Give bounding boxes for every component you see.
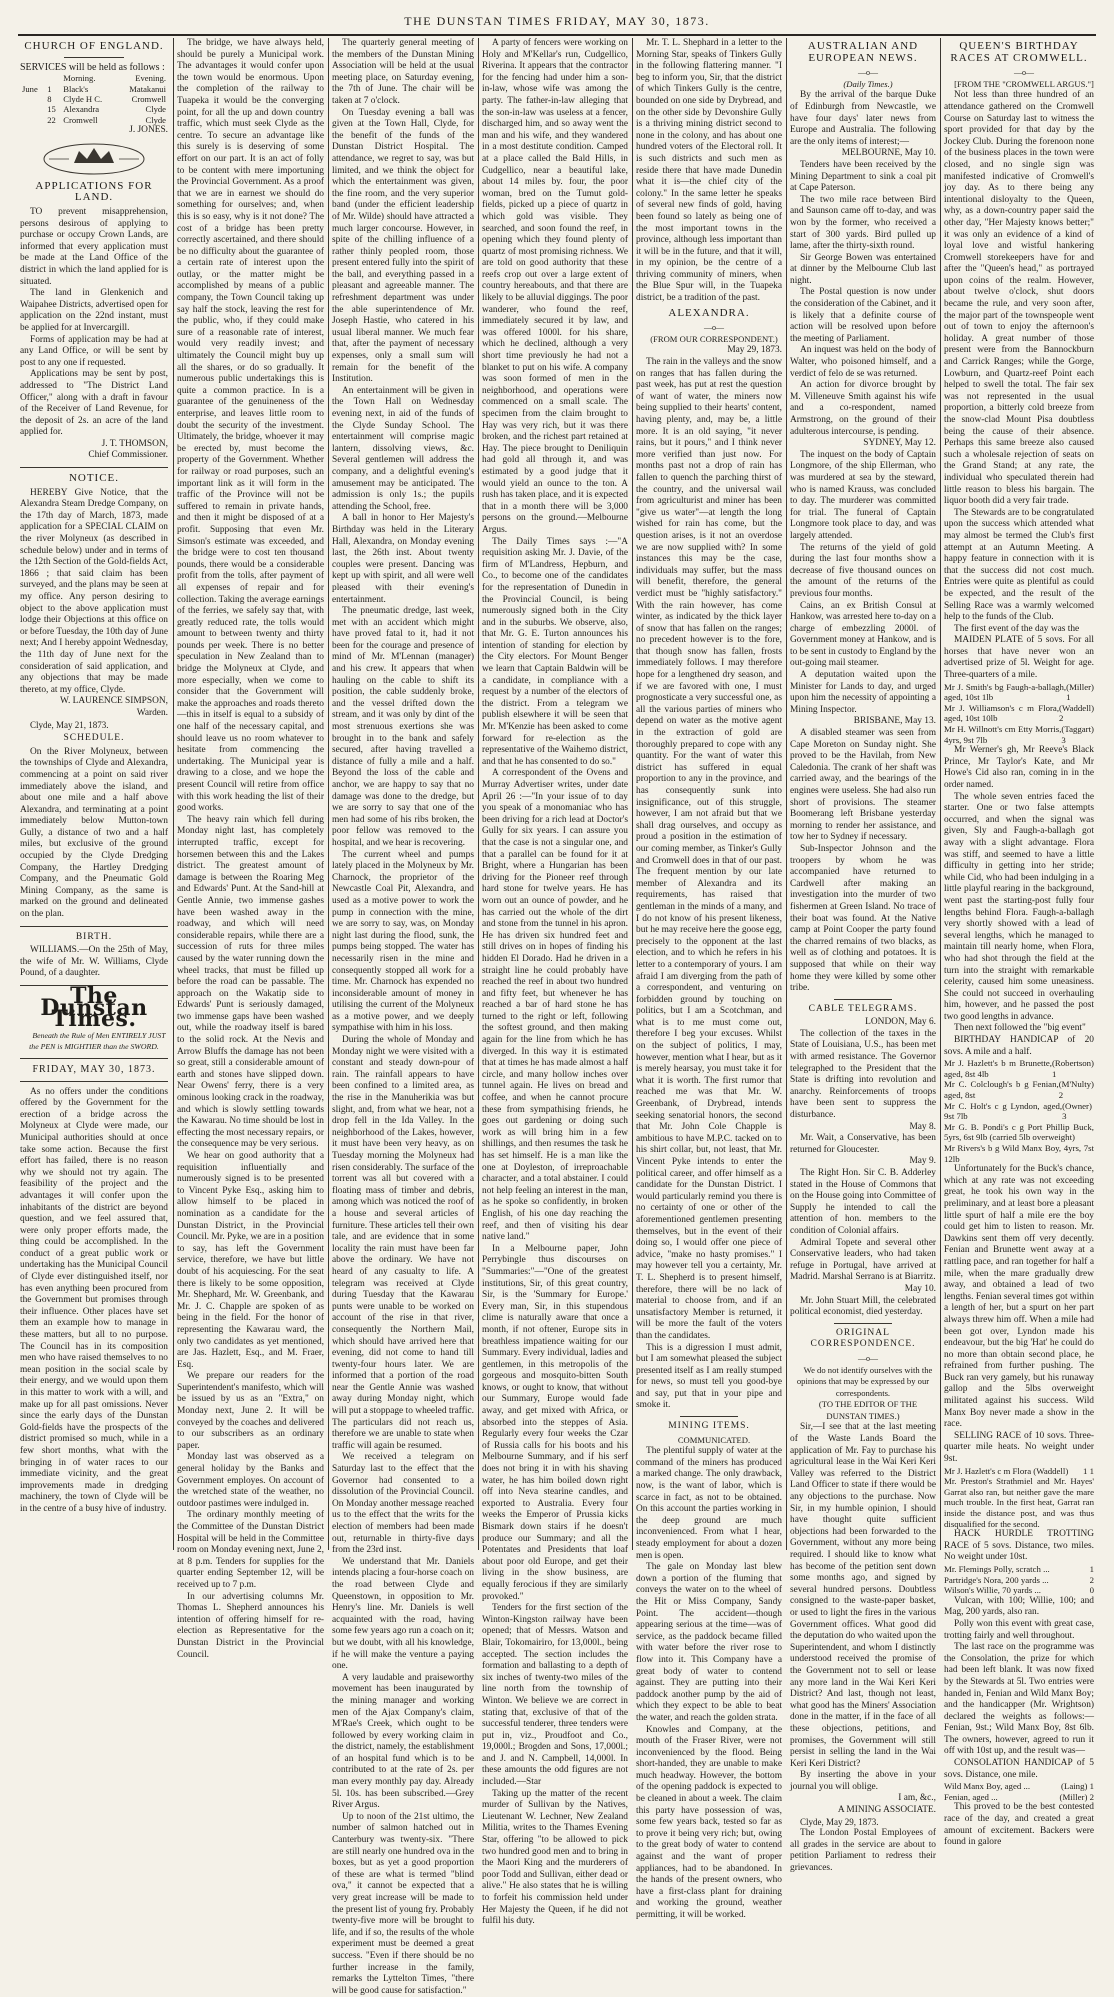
news-paragraph: Tenders have been received by the Mining Department to sink a coal pit at Cape Paterson. xyxy=(790,159,936,194)
article-paragraph: Monday last was observed as a general holiday by the Banks and Government employes. On account of the wretched state of the weather, no outdoor pastimes were indulged in. xyxy=(177,1452,324,1509)
correspondence-signoff: I am, &c., xyxy=(898,1793,936,1804)
notice-heading: NOTICE. xyxy=(68,472,120,485)
news-paragraph: A disabled steamer was seen from Cape Moreton on Sunday night. She proved to be the Havilah, from New Caledonia. The crank of her shaft was carried away, and the bearings of the engines were useless. She had also run short of provisions. The steamer Boomerang left Brisbane yesterday morning to render her assistance, and tow her to Sydney if necessary. xyxy=(790,728,936,843)
notice-date: Clyde, May 21, 1873. xyxy=(30,719,109,730)
article-paragraph: The ordinary monthly meeting of the Committee of the Dunstan District Hospital will be held in the Committee room on Monday evening next, June 2, at 8 p.m. Tenders for supplies for the quarter ending September 12, will be received up to 7 p.m. xyxy=(177,1510,324,1590)
races-heading: QUEEN'S BIRTHDAY RACES AT CROMWELL. xyxy=(950,40,1088,64)
column-rule xyxy=(940,38,941,1550)
news-dateline: SYDNEY, May 12. xyxy=(863,438,936,449)
news-paragraph: The London Postal Employees of all grades in the service are about to petition Parliament to redress their grievances. xyxy=(790,1828,936,1874)
column-5: Mr. T. L. Shephard in a letter to the Morning Star, speaks of Tinkers Gully in the following flattering manner. "I beg to inform you, Sir, that the district of which Tinkers Gully is the centre, bounded on one side by Drybread, and on the other side by Devonshire Gully is a thriving mining district second to none in the colony, and has about one hundred voters of the Electoral roll. It is such districts and such men as reside there that have made Dunedin what it is—the chief city of the colony." In the same letter he speaks of several new finds of gold, having been found so lately as being one of the most important towns in the province, although less important than it will be in the future, and that it will, in my opinion, be the centre of a thriving community of miners, when the Blue Spur will, in the Tuapeka district, be a tradition of the past. ALEXANDRA. —o— (FROM OUR CORRESPONDENT.) May 29, 1873. The rain in the valleys and the snow on ranges that has fallen during the past week, has put at rest the question of want of water, the miners now being supplied to their hearts' content, having plenty, and, may be, a little more. It is an old saying, "it never rains, but it pours," and I think never more verified than just now. For months past not a drop of rain has fallen to quench the parching thirst of the country, and the universal wail from agriculturist and miner has been "give us water"—at length the long wished for rain has come, but the question arises, is it not an overdose we are now supplied with? In some instances this may be the case, individuals may suffer, but the mass will benefit, therefore, the general verdict must be "highly satisfactory." With the rain however, has come winter, as indicated by the thick layer of snow that has fallen on the ranges; no precedent however is to the fore, that though snow has fallen, frosts immediately follows. I may therefore hope for a lengthened dry season, and if we are favored with one, I must prognosticate a very successful one, as all the various parties of miners who depend on water as the motive agent in the extraction of gold are thoroughly prepared to cope with any quantity. For the want of water this district has suffered in equal proportion to any in the province, and has consequently sunk into insignificance, out of this struggle, however, I am not afraid but that we shall drag ourselves, and occupy as proud a position in the estimation of our coming member, as Tinker's Gully and Cromwell does in that of our past. The frequent mention by our late member of Alexandra and its requirements, has raised that gentleman in the minds of a many, and I do not know of his present likeness, but he may receive here the goose egg, precisely to the opponent at the last election, and to which he refers in his letter to a contemporary of yours. I am afraid I am diverging from the path of a correspondent, and venturing on forbidden ground by touching on politics, but I am a Scotchman, and what is to me must come out, therefore I beg your excuses. Whilst on the subject of politics, I may, however, mention what I hear, but as it is merely hearsay, you must take it for what it is worth. The first rumor that reached me was that Mr. W. Greenbank, of Drybread, intends seeking senatorial honors, the second that Mr. John Cole Chapple is ambitious to have M.P.C. tacked on to his shirt collar, but, not least, that Mr. Vincent Pyke intends to enter the political career, and offer himself as a candidate for the Dunstan District. I would particularly remind you there is no certainty of one or other of the aforementioned gentlemen presenting themselves, but in the event of their doing so, I would offer one piece of advice, "make no hasty promises." I may however tell you a certainty, Mr. T. L. Shepherd is to present himself, therefore, there will be no lack of material to choose from, and if an unsatisfactory Member is returned, it will be more the fault of the voters than the candidates. This is a digression I must admit, but I am somewhat pleased the subject presented itself as I am really stumped for news, so must tell you good-bye and say, put that in your pipe and smoke it. MINING ITEMS. COMMUNICATED. The plentiful supply of water at the command of the miners has produced a marked change. The only drawback, now, is the want of labor, which is scarce in fact, as not to be obtained. On this account the parties working in the deep ground are much inconvenienced. From what I hear, steady employment for about a dozen men is open. The gale on Monday last blew down a portion of the fluming that conveys the water on to the wheel of the Hit or Miss Company, Sandy Point. The accident—though appearing serious at the time—was of service, as the paddock became filled with water before the river rose to flow into it. This Company have a great body of water to contend against. They are putting into their paddock another pump by the aid of which they expect to be able to beat the water, and reach the golden strata. Knowles and Company, at the mouth of the Fraser River, were not inconvenienced by the flood. Being short-handed, they are unable to make much headway. However, the bottom of the opening paddock is expected to be cleaned in about a week. The claim this party have possession of was, some few years back, tested so far as to prove it being very rich; but, owing to the great body of water to contend against and the want of proper appliances, had to be abandoned. In the hands of the present owners, who have a first-class plant for draining and working the ground, weather permitting, it will be worked. xyxy=(636,38,782,1920)
race-results xyxy=(944,1564,1094,1596)
result-row: Mr. Flemings Polly, scratch ... 1 xyxy=(944,1563,1094,1574)
race-title: HACK HURDLE TROTTING RACE of 5 sovs. Distance, two miles. No weight under 10st. xyxy=(944,1529,1094,1563)
races-paragraph: The last race on the programme was the Consolation, the prize for which had been left blank. It was now fixed by the Stewards at 5l. Two entries were handed in, Fenian and Wild Manx Boy; and the handicapper (Mr. Wrightson) declared the weights as follows:—Fenian, 9st.; Wild Manx Boy, 8st 6lb. The owners, however, agreed to run it off with 10st up, and the result was— xyxy=(944,1642,1094,1757)
notice-signature-title: Warden. xyxy=(136,707,168,718)
article-paragraph: Mr. T. L. Shephard in a letter to the Morning Star, speaks of Tinkers Gully in the following flattering manner. "I beg to inform you, Sir, that the district of which Tinkers Gully is the centre, bounded on one side by Drybread, and on the other side by Devonshire Gully is a thriving mining district second to none in the colony, and has about one hundred voters of the Electoral roll. It is such districts and such men as reside there that have made Dunedin what it is—the chief city of the colony." In the same letter he speaks of several new finds of gold, having been found so lately as being one of the most important towns in the province, although less important than it will be in the future, and that it will, in my opinion, be the centre of a thriving community of miners, when the Blue Spur will, in the Tuapeka district, be a tradition of the past. xyxy=(636,38,782,304)
race-title: SELLING RACE of 10 sovs. Three-quarter mile heats. No weight under 9st. xyxy=(944,1430,1094,1465)
article-paragraph: On Tuesday evening a ball was given at the Town Hall, Clyde, for the benefit of the funds of the Dunstan District Hospital. The attendance, we regret to say, was but limited, and we think the object for which the entertainment was given, the fine room, and the very superior band (under the efficient leadership of Mr. Wilde) should have attracted a much larger concourse. However, in spite of the chilling influence of a rather thinly peopled room, those present entered fully into the spirit of the ball, and everything passed in a pleasant and agreeable manner. The refreshment department was under the able superintendence of Mr. Joseph Hastie, who catered in his usual liberal manner. We much fear that, after the payment of necessary expenses, only a small sum will remain for the benefit of the Institution. xyxy=(332,107,474,385)
result-row: Fenian, aged ... (Miller) 2 xyxy=(944,1791,1094,1802)
result-row: Mr Rivers's b g Wild Manx Boy, 4yrs, 7st 12lb xyxy=(944,1143,1094,1164)
news-dateline: BRISBANE, May 13. xyxy=(853,716,936,727)
correspondence-paragraph: By inserting the above in your journal you will oblige. xyxy=(790,1770,936,1792)
column-2 xyxy=(177,38,324,1660)
article-paragraph: A correspondent of the Ovens and Murray Advertiser writes, under date April 26 :—"In your issue of to day you speak of a monomaniac who has been driving for a rich lead at Doctor's Gully for six years. I can assure you that the case is not a singular one, and that a parallel can be found for it at Bright, where a Hungarian has been driving for the Pioneer reef through hard stone for twelve years. He has worn out an ounce of powder, and he has carried out the whole of the dirt and stone from the tunnel in his apron. He has driven six hundred feet and still drives on in hopes of finding his hidden El Dorado. Had he driven in a straight line he could probably have reached the reef in about two hundred and fifty feet, but whenever he has reached a bar of hard stone he has turned to the right or left, following the softest ground, and then making again for the line from which he has diverged. In this way it is estimated that at times he has made almost a half circle, and many hollow inches over tunnel again. He lives on bread and coffee, and when he cannot procure these from sympathising friends, he goes out gardening or doing such work as will bring him in a few shillings, and then resumes the task he has set himself. He is a man like the one at Doyleston, of irreproachable character, and a total abstainer. I could not help feeling an interest in the man, as he spoke so confidently, in broken English, of his one day reaching the reef, and then of visiting his dear native land." xyxy=(482,768,628,1243)
article-paragraph: The bridge, we have always held, should be purely a Municipal work. The advantages it would confer upon the town would be enormous. Upon the completion of the railway to Tuapeka it would be the converging point, for all the up and down country traffic, which must seek Clyde as the centre. To secure an advantage like this surely is is deserving of some effort on our part. It is an act of folly to be content with mere importuning the Provincial Government. As a proof that we are in earnest we should do something for ourselves; and, when this is so easy, why is it not done? The cost of a bridge has been pretty correctly ascertained, and there should be no difficulty about the guarantee of a certain rate of interest upon the outlay, or the matter might be accomplished by means of a public company, the Town Council taking up say half the stock, leaving the rest for the public, who, if they could make sure of a reasonable rate of interest, would very readily invest; and ultimately the Council might buy up all the shares, or do so gradually. It numerous public undertakings this is quite a common practice. In is a guarantee of the genuineness of the enterprise, and leaves little room to doubt the security of the investment. Ultimately, the bridge, whoever it may be erected by, must become the property of the Government. Whether for railway or road purposes, such an important link as it will form in the traffic of the Province will not be suffered to remain in private hands, and then it might be disposed of at a profit. Supposing that even Mr. Simson's estimate was exceeded, and the bridge were to cost ten thousand pounds, there would be a considerable profit from the tolls, after payment of all expenses of repair and for collection. Taking the average earnings of the ferries, we safely say that, with greatly reduced rate, the tolls would amount to between twenty and thirty pounds per week. There is no better speculation in New Zealand than to bridge the Molyneux at Clyde, and more especially, when we come to consider that the Government will make the approaches and roads thereto—this in itself is equal to a subsidy of one half of the necessary capital, and should leave us no room whatever to hesitate from commencing the undertaking. The Municipal year is drawing to a close, and we hope the present Council will retire from office with this work heading the list of their good works. xyxy=(177,38,324,814)
result-row: Wilson's Willie, 70 yards ... 0 xyxy=(944,1585,1094,1596)
article-paragraph: The Daily Times says :—"A requisition asking Mr. J. Davie, of the firm of M'Landress, Hepburn, and Co., to become one of the candidates for the representation of Dunedin in the Provincial Council, is being numerously signed both in the City and in the suburbs. We observe, also, that Mr. G. E. Turton announces his intention of standing for election by the City electors. For Mount Benger we learn that Captain Baldwin will be a candidate, in compliance with a request by a number of the electors of the district. From a telegram we publish elsewhere it will be seen that Mr. M'Kenzie has been asked to come forward for re-election as the representative of the Waihemo district, and that he has consented to do so." xyxy=(482,536,628,767)
alexandra-paragraph: The rain in the valleys and the snow on ranges that has fallen during the past week, has put at rest the question of want of water, the miners now being supplied to their hearts' content, having plenty, and, may be, a little more. It is an old saying, "it never rains, but it pours," and I think never more verified than just now. For months past not a drop of rain has fallen to quench the parching thirst of the country, and the universal wail from agriculturist and miner has been "give us water"—at length the long wished for rain has come, but the question arises, is it not an overdose we are now supplied with? In some instances this may be the case, individuals may suffer, but the mass will benefit, therefore, the general verdict must be "highly satisfactory." With the rain however, has come winter, as indicated by the thick layer of snow that has fallen on the ranges; no precedent however is to the fore, that though snow has fallen, frosts immediately follows. I may therefore hope for a lengthened dry season, and if we are favored with one, I must prognosticate a very successful one, as all the various parties of miners who depend on water as the motive agent in the extraction of gold are thoroughly prepared to cope with any quantity. For the want of water this district has suffered in equal proportion to any in the province, and has consequently sunk into insignificance, out of this struggle, however, I am not afraid but that we shall drag ourselves, and occupy as proud a position in the estimation of our coming member, as Tinker's Gully and Cromwell does in that of our past. The frequent mention by our late member of Alexandra and its requirements, has raised that gentleman in the minds of a many, and I do not know of his present likeness, but he may receive here the goose egg, precisely to the opponent at the last election, and to which he refers in his letter to a contemporary of yours. I am afraid I am diverging from the path of a correspondent, and venturing on forbidden ground by touching on politics, but I am a Scotchman, and what is to me must come out, therefore I beg your excuses. Whilst on the subject of politics, I may, however, mention what I hear, but as it is merely hearsay, you must take it for what it is worth. The first rumor that reached me was that Mr. W. Greenbank, of Drybread, intends seeking senatorial honors, the second that Mr. John Cole Chapple is ambitious to have M.P.C. tacked on to his shirt collar, but, not least, that Mr. Vincent Pyke intends to enter the political career, and offer himself as a candidate for the Dunstan District. I would particularly remind you there is no certainty of one or other of the aforementioned gentlemen presenting themselves, but in the event of their doing so, I would offer one piece of advice, "make no hasty promises." I may however tell you a certainty, Mr. T. L. Shepherd is to present himself, therefore, there will be no lack of material to choose from, and if an unsatisfactory Member is returned, it will be more the fault of the voters than the candidates. xyxy=(636,357,782,1341)
result-row: Mr H. Willnott's cm Etty Morris, 4yrs, 9st 7lb (Taggart) 3 xyxy=(944,724,1094,745)
column-3 xyxy=(332,38,474,1996)
race-results xyxy=(944,1058,1094,1164)
races-paragraph: The Stewards are to be congratulated upon the success which attended what may almost be termed the Club's first attempt at an Autumn Meeting. A happy feature in connection with it is that the success did not cost much. Entries were quite as plentiful as could be expected, and the result of the Selling Race was a warmly welcomed help to the funds of the Club. xyxy=(944,507,1094,623)
cable-paragraph: Admiral Topete and several other Conservative leaders, who had taken refuge in Portugal, have arrived at Madrid. Marshal Serrano is at Biarritz. xyxy=(790,1237,936,1283)
column-rule xyxy=(632,38,633,1550)
result-row: Wild Manx Boy, aged ... (Laing) 1 xyxy=(944,1781,1094,1792)
church-heading: CHURCH OF ENGLAND. xyxy=(24,40,164,52)
correspondence-paragraph: Sir,—I see that at the last meeting of the Waste Lands Board the application of Mr. Fay to purchase his agricultural lease in the Wai Keri Keri Valley was referred to the District Land Officer to state if there would be any objections to the purchase. Now Sir, in my humble opinion, I should have thought quite sufficient objections had been forwarded to the Government, without any more being required. I should like to know what has become of the petition sent down some months ago, and signed by several hundred persons. Doubtless consigned to the waste-paper basket, or used to light the fires in the various Government offices. What good did the deputation do who waited upon the Superintendent, and whom I distinctly understood received the promise of the Government not to sell or lease any more land in the Wai Keri Keri District? And last, though not least, what good has the Miners' Association done in the matter, if in the face of all these objections, petitions, and promises, the Government will still persist in selling the land in the Wai Keri Keri District? xyxy=(790,1422,936,1769)
race-title: BIRTHDAY HANDICAP of 20 sovs. A mile and a half. xyxy=(944,1035,1094,1057)
news-paragraph: An action for divorce brought by M. Villeneuve Smith against his wife and a co-respondent, named Armstrong, on the ground of their adulterous intercourse, is pending. xyxy=(790,380,936,437)
result-row: Mr C. Colclough's b g Fenian, aged, 8st (M'Nulty) 2 xyxy=(944,1079,1094,1101)
races-paragraph: Polly won this event with great case, trotting fairly and well throughout. xyxy=(944,1618,1094,1641)
correspondence-disclaimer: We do not identify ourselves with the opinions that may be expressed by our correspondents. xyxy=(796,1364,933,1398)
result-row: Mr J. Hazlett's b m Brunette, aged, 8st 4lb (Robertson) 1 xyxy=(944,1058,1094,1079)
news-dateline: MELBOURNE, May 10. xyxy=(841,148,936,159)
article-paragraph: The quarterly general meeting of the members of the Dunstan Mining Association will be held at the usual meeting place, on Saturday evening, the 7th of June. The chair will be taken at 7 o'clock. xyxy=(332,38,474,106)
races-paragraph: Unfortunately for the Buck's chance, which at any rate was not exceeding great, he took his own way in the preliminary, and at least bore a pleasant little spurt of half a mile ere the boy could get him to listen to reason. Mr. Dawkins sent them off very decently. Fenian and Brunette went away at a rattling pace, and ran together for half a mile, when the mare gradually drew away, and obtained a lead of two lengths. Fenian several times got within a length of her, but a spurt on her part always threw him off. When a mile had been got over, Lyndon made his endeavour, but the big 'Hat' he could do no more than obtain second place, he refrained from further pushing. The Buck ran very gamely, but his runaway gallop and the 5lbs overweight militated against his success. Wild Manx Boy never made a show in the race. xyxy=(944,1164,1094,1430)
paper-nameplate: The Dunstan Times. xyxy=(40,983,148,1033)
news-paragraph: By the arrival of the barque Duke of Edinburgh from Newcastle, we have four days' later news from Europe and Australia. The following are the only items of interest;— xyxy=(790,90,936,147)
schedule-row: 22 Cromwell Clyde xyxy=(47,114,166,125)
mining-paragraph: The gale on Monday last blew down a portion of the fluming that conveys the water on to the wheel of the Hit or Miss Company, Sandy Point. The accident—though appearing serious at the time—was of service, as the paddock became filled with water before the river rose to flow into it. This Company have a great body of water to contend against. They are putting into their paddock another pump by the aid of which they expect to be able to beat the water, and reach the golden strata. xyxy=(636,1562,782,1723)
article-paragraph: We received a telegram on Saturday last to the effect that the Governor had consented to a dissolution of the Provincial Council. On Monday another message reached us to the effect that the writs for the election of members had been made out, returnable in thirty-five days from the 23rd inst. xyxy=(332,1452,474,1556)
mining-heading: MINING ITEMS. xyxy=(668,1421,750,1432)
schedule-heading: SCHEDULE. xyxy=(63,733,125,744)
paper-motto: Beneath the Rule of Men ENTIRELY JUST the PEN is MIGHTIER than the SWORD. xyxy=(29,1030,166,1052)
news-paragraph: Sir George Bowen was entertained at dinner by the Melbourne Club last night. xyxy=(790,252,936,286)
church-intro: SERVICES will be held as follows : xyxy=(20,61,165,73)
cable-paragraph: Mr. John Stuart Mill, the celebrated political economist, died yesterday. xyxy=(790,1295,936,1318)
land-paragraph: The land in Glenkenich and Waipahee Districts, advertised open for application on the 22nd instant, must be applied for at Invercargill. xyxy=(20,288,168,333)
cable-dateline: LONDON, May 6. xyxy=(865,1017,936,1028)
leader-paragraph: As no offers under the conditions offered by the Government for the erection of a bridge across the Molyneux at Clyde were made, our Municipal authorities should at once take some action. Because the first effort has failed, there is no reason why we should not try again. The feasibility of the project and the advantages it will confer upon the inhabitants of the district are beyond question, and we feel assured that, were only proper efforts made, the thing could be accomplished. In the conduct of a great public work or undertaking has the Municipal Council of Clyde ever distinguished itself, nor has even anything been procured from the Government but promises through their influence. Other places have set them an example how to manage in these matters, but all to no purpose. The Council has in its composition men who have raised themselves to no mean position in the social scale by their energy, and we would upon them in this matter to work with a will, and make up for all past omissions. Never since the early days of the Dunstan Gold-fields have the prospects of the district promised so much, while in a few short months, what with the bringing in of water races to our immediate vicinity, and the great improvements made in dredging machinery, the town of Clyde will be in the centre of a busy hive of industry. xyxy=(20,1086,168,1514)
mining-subheading: COMMUNICATED. xyxy=(677,1434,751,1445)
land-signature-title: Chief Commissioner. xyxy=(88,450,168,461)
cable-dateline: May 9. xyxy=(909,1156,936,1167)
land-paragraph: Forms of application may be had at any Land Office, or will be sent by post to any one if requested. xyxy=(20,334,168,368)
alexandra-paragraph: This is a digression I must admit, but I am somewhat pleased the subject presented itself as I am really stumped for news, so must tell you good-bye and say, put that in your pipe and smoke it. xyxy=(636,1342,782,1411)
race-title: MAIDEN PLATE of 5 sovs. For all horses that have never won an advertised prize of 5l. Weight for age. Three-quarters of a mile. xyxy=(944,635,1094,681)
issue-dateline: FRIDAY, MAY 30, 1873. xyxy=(32,1063,156,1075)
article-paragraph: Up to noon of the 21st ultimo, the number of salmon hatched out in Canterbury was twenty-six. "There are still nearly one hundred ova in the boxes, but as yet a good proportion of these are what is termed "blind ova," it cannot be expected that a very great increase will be made to the present list of young fry. Probably twenty-five more will be brought to life, and if so, the results of the whole experiment must be deemed a great success. "Even if there should be no further increase in the family, remarks the Lyttelton Times, "there will be good cause for satisfaction." xyxy=(332,1811,474,1996)
races-paragraph: Mr Werner's gh, Mr Reeve's Black Prince, Mr Taylor's Kate, and Mr Howe's Cid also ran, coming in in the order named. xyxy=(944,745,1094,790)
result-row: Mr J. Williamson's c m Flora, aged, 10st 10lb (Waddell) 2 xyxy=(944,702,1094,724)
news-paragraph: The inquest on the body of Captain Longmore, of the ship Ellerman, who was murdered at sea by the steward, who is named Krauss, was concluded to day. The murderer was committed for trial. The funeral of Captain Longmore took place to day, and was largely attended. xyxy=(790,449,936,541)
article-paragraph: We prepare our readers for the Superintendent's manifesto, which will be issued by us as an "Extra," on Monday next, June 2. It will be conveyed by the coaches and delivered to our subscribers as an ordinary paper. xyxy=(177,1371,324,1451)
races-paragraph: This proved to be the best contested race of the day, and created a great amount of excitement. Backers were found in galore xyxy=(944,1802,1094,1848)
races-source: [FROM THE "CROMWELL ARGUS."] xyxy=(954,78,1094,89)
correspondence-heading: ORIGINAL CORRESPONDENCE. xyxy=(810,1327,916,1350)
column-6: AUSTRALIAN AND EUROPEAN NEWS. —o— (Daily Times.) By the arrival of the barque Duke of Edinburgh from Newcastle, we have four days' later news from Europe and Australia. The following are the only items of interest;— MELBOURNE, May 10. Tenders have been received by the Mining Department to sink a coal pit at Cape Paterson. The two mile race between Bird and Saunson came off to-day, and was won by the former, who received a start of 300 yards. Bird pulled up lame, after the thirty-sixth round. Sir George Bowen was entertained at dinner by the Melbourne Club last night. The Postal question is now under the consideration of the Cabinet, and it is likely that a definite course of action will be resolved upon before the meeting of Parliament. An inquest was held on the body of Walter, who poisoned himself, and a verdict of felo de se was returned. An action for divorce brought by M. Villeneuve Smith against his wife and a co-respondent, named Armstrong, on the ground of their adulterous intercourse, is pending. SYDNEY, May 12. The inquest on the body of Captain Longmore, of the ship Ellerman, who was murdered at sea by the steward, who is named Krauss, was concluded to day. The murderer was committed for trial. The funeral of Captain Longmore took place to day, and was largely attended. The returns of the yield of gold during the last four months show a decrease of five thousand ounces on the amount of the returns of the previous four months. Cains, an ex British Consul at Hankow, was arrested here to-day on a charge of embezzling 2000l. of Government money at Hankow, and is to be sent in custody to England by the out-going mail steamer. A deputation waited upon the Minister for Lands to day, and urged upon him the necessity of appointing a Mining Inspector. BRISBANE, May 13. A disabled steamer was seen from Cape Moreton on Sunday night. She proved to be the Havilah, from New Caledonia. The crank of her shaft was carried away, and the bearings of the engines were useless. She had also run short of provisions. The steamer Boomerang left Brisbane yesterday morning to render her assistance, and tow her to Sydney if necessary. Sub-Inspector Johnson and the troopers by whom he was accompanied have returned to Cardwell after making an investigation into the murder of two fishermen at Green Island. No trace of their boat was found. At the Native camp at Point Cooper the party found the charred remains of two blacks, as well as of clothing and potatoes. It is supposed that while on their way home they were killed by some other tribe. CABLE TELEGRAMS. LONDON, May 6. The collection of the taxes in the State of Louisiana, U.S., has been met with armed resistance. The Governor telegraphed to the President that the State is drifting into revolution and anarchy. Reinforcements of troops have been sent to suppress the disturbance. May 8. Mr. Wait, a Conservative, has been returned for Gloucester. May 9. The Right Hon. Sir C. B. Adderley stated in the House of Commons that on the House going into Committee of Supply he intended to call the attention of hon. members to the condition of Colonial affairs. Admiral Topete and several other Conservative leaders, who had taken refuge in Portugal, have arrived at Madrid. Marshal Serrano is at Biarritz. May 10. Mr. John Stuart Mill, the celebrated political economist, died yesterday. ORIGINAL CORRESPONDENCE. —o— We do not identify ourselves with the opinions that may be expressed by our correspondents. (TO THE EDITOR OF THE DUNSTAN TIMES.) Sir,—I see that at the last meeting of the Waste Lands Board the application of Mr. Fay to purchase his agricultural lease in the Wai Keri Keri Valley was referred to the District Land Officer to state if there would be any objections to the purchase. Now Sir, in my humble opinion, I should have thought quite sufficient objections had been forwarded to the Government, without any more being required. I should like to know what has become of the petition sent down some months ago, and signed by several hundred persons. Doubtless consigned to the waste-paper basket, or used to light the fires in the various Government offices. What good did the deputation do who waited upon the Superintendent, and whom I distinctly understood received the promise of the Government not to sell or lease any more land in the Wai Keri Keri District? And last, though not least, what good has the Miners' Association done in the matter, if in the face of all these objections, petitions, and promises, the Government will still persist in selling the land in the Wai Keri Keri District? By inserting the above in your journal you will oblige. I am, &c., A MINING ASSOCIATE. Clyde, May 29, 1873. The London Postal Employees of all grades in the service are about to petition Parliament to redress their grievances. xyxy=(790,40,936,1874)
result-note: Mr. Preston's Strathmiel and Mr. Hayes' Garrat also ran, but neither gave the mare much trouble. In the first heat, Garrat ran inside the distance post, and was thus disqualified for the second. xyxy=(944,1476,1094,1529)
news-paragraph: A deputation waited upon the Minister for Lands to day, and urged upon him the necessity of appointing a Mining Inspector. xyxy=(790,670,936,715)
correspondence-date: Clyde, May 29, 1873. xyxy=(800,1816,879,1827)
church-signature: J. JONES. xyxy=(129,125,168,136)
cable-paragraph: The collection of the taxes in the State of Louisiana, U.S., has been met with armed resistance. The Governor telegraphed to the President that the State is drifting into revolution and anarchy. Reinforcements of troops have been sent to suppress the disturbance. xyxy=(790,1028,936,1121)
article-paragraph: In a Melbourne paper, John Perrybingle thus discourses on "Summaries:"—"One of the greatest institutions, Sir, of this great country, Sir, is the 'Summary for Europe.' Every man, Sir, in this stupendous clime is naturally aware that once a month, if not oftener, Europe sits in breathless impatience waiting for our Summary. Every individual, ladies and gentlemen, in this metropolis of the gorgeous and mosquito-bitten South knows, or ought to know, that without our Summary, Europe would fade away, and get mixed with Africa, or absorbed into the steppes of Asia. Regularly every four weeks the Czar of Russia calls for his boots and his Melbourne Summary, and if his serf does not bring it in with his shaving water, he has him boiled down right off into Neva stearine candles, and exported to Australia. Every four weeks the Emperor of Prussia kicks Bismark down stairs if he doesn't produce our Summary; and all the Potentates and Presidents that loaf about poor old Europe, and get their living in the show business, are equally ferocious if they are similarly provoked." xyxy=(482,1243,628,1602)
races-paragraph: Vulcan, with 100; Willie, 100; and Mag, 200 yards, also ran. xyxy=(944,1595,1094,1618)
cable-paragraph: Mr. Wait, a Conservative, has been returned for Gloucester. xyxy=(790,1133,936,1155)
news-paragraph: Cains, an ex British Consul at Hankow, was arrested here to-day on a charge of embezzling 2000l. of Government money at Hankow, and is to be sent in custody to England by the out-going mail steamer. xyxy=(790,600,936,669)
column-rule xyxy=(478,38,479,1550)
article-paragraph: Tenders for the first section of the Winton-Kingston railway have been opened; that of Messrs. Watson and Blair, Tokomairiro, for 13,000l., being accepted. The section includes the formation and ballasting to a depth of six inches of twenty-two miles of the line north from the township of Winton. We believe we are correct in stating that, exclusive of that of the successful tenderer, three tenders were put in, viz., Proudfoot and Co., 19,000l.; Brogden and Sons, 17,000l.; and J. and N. Campbell, 14,000l. In these amounts the odd figures are not included.—Star xyxy=(482,1603,628,1788)
cable-paragraph: The Right Hon. Sir C. B. Adderley stated in the House of Commons that on the House going into Committee of Supply he intended to call the attention of hon. members to the condition of Colonial affairs. xyxy=(790,1168,936,1236)
article-paragraph: Taking up the matter of the recent murder of Sullivan by the Natives, Lieutenant W. Lechner, New Zealand Militia, writes to the Thames Evening Star, offering "to be allowed to pick two hundred good men and to bring in the Maori King and the murderers of poor Todd and Sullivan, either dead or alive." He also states that he is willing to forfeit his commission held under Her Majesty the Queen, if he did not fulfil his duty. xyxy=(482,1788,628,1927)
news-heading: AUSTRALIAN AND EUROPEAN NEWS. xyxy=(807,40,919,64)
races-paragraph: Not less than three hundred of an attendance gathered on the Cromwell Course on Saturday last to witness the sport provided for that day by the Jockey Club. During the forenoon none of the business places in the town were closed, and no single sign was manifested indicative of Cromwell's joy day. As to there being any intentional disloyalty to the Queen, why, as a down-country paper said the other day, "Her Majesty knows better;" it was only an evidence of a kind of loyal love and wistful hankering Cromwell storekeepers have for and after the "Queen's head," as portrayed upon coins of the realm. However, about twelve o'clock, shut doors became the rule, and very soon after, the major part of the townspeople went out of town to enjoy the afternoon's holiday. A great number of those present were from the Bannockburn and Carrick Ranges; while the Gorge, Lowburn, and Quartz-reef Point each helped to swell the total. The fair sex was not represented in the usual proportion, a bitterly cold breeze from the snow-clad Mount Pisa doubtless being the cause of their absence. Perhaps this same breeze also caused such a wholesale rejection of seats on the Grand Stand; at any rate, the individual who speculated therein had little reason to bless his bargain. The liquor booth did a very fair trade. xyxy=(944,90,1094,507)
race-results xyxy=(944,682,1094,746)
column-rule xyxy=(173,38,174,1550)
result-row: Mr G. B. Pondi's c g Port Phillip Buck, 5yrs, 6st 9lb (carried 5lb overweight) xyxy=(944,1121,1094,1143)
mining-paragraph: Knowles and Company, at the mouth of the Fraser River, were not inconvenienced by the flood. Being short-handed, they are unable to make much headway. However, the bottom of the opening paddock is expected to be cleaned in about a week. The claim this party have possession of was, some few years back, tested so far as to prove it being very rich; but, owing to the great body of water to contend against and the want of proper appliances, had to be abandoned. In the hands of the present owners, who have a first-class plant for draining and working the ground, weather permitting, it will be worked. xyxy=(636,1724,782,1920)
column-4 xyxy=(482,38,628,1927)
column-1 xyxy=(20,38,168,1550)
races-paragraph: The first event of the day was the xyxy=(954,623,1080,634)
article-paragraph: A very laudable and praiseworthy movement has been inaugurated by the mining manager and working men of the Ajax Company's claim, M'Rae's Creek, which ought to be followed by every working claim in the district, namely, the establishment of an hospital fund which is to be contributed to at the rate of 2s. per man every monthly pay day. Already 5l. 10s. has been subscribed.—Grey River Argus. xyxy=(332,1672,474,1811)
mining-paragraph: The plentiful supply of water at the command of the miners has produced a marked change. The only drawback, now, is the want of labor, which is scarce in fact, as not to be obtained. On this account the parties working in the deep ground are much inconvenienced. From what I hear, steady employment for about a dozen men is open. xyxy=(636,1446,782,1561)
result-row: Partridge's Nora, 200 yards ... 2 xyxy=(944,1574,1094,1585)
schedule-row: 15 Alexandra Clyde xyxy=(47,104,166,115)
correspondence-to: (TO THE EDITOR OF THE DUNSTAN TIMES.) xyxy=(818,1399,918,1421)
land-heading: APPLICATIONS FOR LAND. xyxy=(35,179,153,204)
result-row: Mr J. Hazlett's c m Flora (Waddell) 1 1 xyxy=(944,1465,1094,1476)
news-paragraph: An inquest was held on the body of Walter, who poisoned himself, and a verdict of felo de se was returned. xyxy=(790,345,936,379)
article-paragraph: We hear on good authority that a requisition influentially and numerously signed is to be presented to Vincent Pyke Esq., asking him to allow himself to be placed in nomination as a candidate for the Dunstan District, in the Provincial Council. Mr. Pyke, we are in a position to say, has left the Government service, therefore, we have but little doubt of his acquiescing. For the seat there is likely to be some opposition, Mr. Shephard, Mr. W. Greenbank, and Mr. J. C. Chapple are spoken of as being in the field. For the honor of representing the Kawarau ward, the only two candidates as yet mentioned, are Jas. Hazlett, Esq., and M. Fraer, Esq. xyxy=(177,1151,324,1370)
result-row: Mr C. Holt's c g Lyndon, aged, 9st 7lb (Owner) 3 xyxy=(944,1100,1092,1122)
article-paragraph: We understand that Mr. Daniels intends placing a four-horse coach on the road between Clyde and Queenstown, in opposition to Mr. Henry's line. Mr. Daniels is well acquainted with the road, having some few years ago run a coach on it; but we doubt, with all his knowledge, if he will make the venture a paying one. xyxy=(332,1556,474,1672)
column-rule xyxy=(786,38,787,1550)
masthead-title: THE DUNSTAN TIMES FRIDAY, MAY 30, 1873. xyxy=(404,14,710,28)
birth-heading: BIRTH. xyxy=(75,931,113,942)
alexandra-heading: ALEXANDRA. xyxy=(668,306,750,319)
land-signature: J. T. THOMSON, xyxy=(101,438,168,449)
notice-signature: W. LAURENCE SIMPSON, xyxy=(60,696,168,707)
article-paragraph: In our advertising columns Mr. Thomas L. Shepherd announces his intention of offering himself for re-election as Representative for the Dunstan District in the Provincial Council. xyxy=(177,1591,324,1660)
schedule-row: 8 Clyde H C. Cromwell xyxy=(47,94,166,104)
schedule-paragraph: On the River Molyneux, between the townships of Clyde and Alexandra, commencing at a point on said river immediately above the island, and about one mile and a half above Alexandra, and terminating at a point immediately below Mutton-town Gully, a distance of two and a half miles, but exclusive of the ground occupied by the Clyde Dredging Company, the Hartley Dredging Company, and the Pneumatic Gold Mining Company, as the same is marked on the ground and delineated on the plan. xyxy=(20,746,168,920)
race-title: CONSOLATION HANDICAP of 5 sovs. Distance, one mile. xyxy=(944,1758,1094,1780)
birth-notice: WILLIAMS.—On the 25th of May, the wife of Mr. W. Williams, Clyde Pound, of a daughter. xyxy=(20,945,168,979)
correspondence-signature: A MINING ASSOCIATE. xyxy=(837,1805,936,1816)
article-paragraph: An entertainment will be given in the Town Hall on Wednesday evening next, in aid of the funds of the Clyde Sunday School. The entertainment will comprise magic lantern, dissolving views, &c. Several gentlemen will address the company, and a delightful evening's amusement may be anticipated. The admission is only 1s.; the pupils attending the School, free. xyxy=(332,385,474,512)
race-results xyxy=(944,1466,1094,1530)
article-paragraph: The pneumatic dredge, last week, met with an accident which might have proved fatal to it, had it not been for the courage and presence of mind of Mr. M'Lennan (manager) and his crew. It appears that when hauling on the cable to shift its position, the cable suddenly broke, and the vessel drifted down the stream, and it was only by dint of the most strenuous exertions she was brought in to the bank and safely secured, after having travelled a distance of fully a mile and a half. Beyond the loss of the cable and anchor, we are happy to say that no damage was done to the dredge, but we are sorry to say that one of the men had some of his ribs broken, the poor fellow was removed to the hospital, and we hear is recovering. xyxy=(332,606,474,848)
schedule-row: June 1 Black's Matakanui xyxy=(22,83,166,94)
article-paragraph: During the whole of Monday and Monday night we were visited with a constant and steady down-pour of rain. The rainfall appears to have been confined to a limited area, as the rise in the Manuherikia was but slight, and, from what we hear, not a drop fell in the Ida Valley. In the neighborhood of the Lakes, however, it must have been very heavy, as on Tuesday morning the Molyneux had risen considerably. The surface of the torrent was all but covered with a floating mass of timber and debris, among which was noticed the roof of a house and several articles of furniture. These articles tell their own tale, and are evidence that in some locality the rain must have been far above the ordinary. We have not heard of any casualty to life. A telegram was received at Clyde during Tuesday that the Kawarau punts were unable to be worked on account of the rise in that river, consequently the Northern Mail, which should have arrived here that evening, did not come to hand till twenty-four hours later. We are informed that a portion of the road near the Gentle Annie was washed away during Monday night, which will put a stoppage to wheeled traffic. The particulars did not reach us, therefore we are unable to state when traffic will again be resumed. xyxy=(332,1035,474,1451)
column-7: QUEEN'S BIRTHDAY RACES AT CROMWELL. —o— [FROM THE "CROMWELL ARGUS."] Not less than three hundred of an attendance gathered on the Cromwell Course on Saturday last to witness the sport provided for that day by the Jockey Club. During the forenoon none of the business places in the town were closed, and no single sign was manifested indicative of Cromwell's joy day. As to there being any intentional disloyalty to the Queen, why, as a down-country paper said the other day, "Her Majesty knows better;" it was only an evidence of a kind of loyal love and wistful hankering Cromwell storekeepers have for and after the "Queen's head," as portrayed upon coins of the realm. However, about twelve o'clock, shut doors became the rule, and very soon after, the major part of the townspeople went out of town to enjoy the afternoon's holiday. A great number of those present were from the Bannockburn and Carrick Ranges; while the Gorge, Lowburn, and Quartz-reef Point each helped to swell the total. The fair sex was not represented in the usual proportion, a bitterly cold breeze from the snow-clad Mount Pisa doubtless being the cause of their absence. Perhaps this same breeze also caused such a wholesale rejection of seats on the Grand Stand; at any rate, the individual who speculated therein had little reason to bless his bargain. The liquor booth did a very fair trade. The Stewards are to be congratulated upon the success which attended what may almost be termed the Club's first attempt at an Autumn Meeting. A happy feature in connection with it is that the success did not cost much. Entries were quite as plentiful as could be expected, and the result of the Selling Race was a warmly welcomed help to the funds of the Club. The first event of the day was the MAIDEN PLATE of 5 sovs. For all horses that have never won an advertised prize of 5l. Weight for age. Three-quarters of a mile. Mr J. Smith's bg Faugh-a-ballagh, aged, 10st 1lb (Miller) 1 Mr J. Williamson's c m Flora, aged, 10st 10lb (Waddell) 2 Mr H. Willnott's cm Etty Morris, 4yrs, 9st 7lb (Taggart) 3 Mr Werner's gh, Mr Reeve's Black Prince, Mr Taylor's Kate, and Mr Howe's Cid also ran, coming in in the order named. The whole seven entries faced the starter. One or two false attempts occurred, and when the signal was given, Sly and Faugh-a-ballagh got away with a slight advantage. Flora was stiff, and seemed to have a little difficulty in getting into her stride; while Cid, who had been indulging in a little playful rearing in the background, went past the starting-post fully four lengths behind Flora. Faugh-a-ballagh very shortly showed with a lead of several lengths, which he managed to maintain till nearly home, when Flora, who had shot through the field at the turn into the straight with remarkable celerity, caused him some uneasiness. She could not succeed in overhauling him, however, and he passed the post two good lengths in advance. Then next followed the "big event" BIRTHDAY HANDICAP of 20 sovs. A mile and a half. Mr J. Hazlett's b m Brunette, aged, 8st 4lb (Robertson) 1 Mr C. Colclough's b g Fenian, aged, 8st (M'Nulty) 2 Mr C. Holt's c g Lyndon, aged, 9st 7lb (Owner) 3 Mr G. B. Pondi's c g Port Phillip Buck, 5yrs, 6st 9lb (carried 5lb overweight) Mr Rivers's b g Wild Manx Boy, 4yrs, 7st 12lb Unfortunately for the Buck's chance, which at any rate was not exceeding great, he took his own way in the preliminary, and at least bore a pleasant little spurt of half a mile ere the boy could get him to listen to reason. Mr. Dawkins sent them off very decently. Fenian and Brunette went away at a rattling pace, and ran together for half a mile, when the mare gradually drew away, and obtained a lead of two lengths. Fenian several times got within a length of her, but a spurt on her part always threw him off. When a mile had been got over, Lyndon made his endeavour, but the big 'Hat' he could do no more than obtain second place, he refrained from further pushing. The Buck ran very gamely, but his runaway gallop and the 5lbs overweight militated against his success. Wild Manx Boy never made a show in the race. SELLING RACE of 10 sovs. Three-quarter mile heats. No weight under 9st. Mr J. Hazlett's c m Flora (Waddell) 1 1 Mr. Preston's Strathmiel and Mr. Hayes' Garrat also ran, but neither gave the mare much trouble. In the first heat, Garrat ran inside the distance post, and was thus disqualified for the second. HACK HURDLE TROTTING RACE of 5 sovs. Distance, two miles. No weight under 10st. Mr. Flemings Polly, scratch ... 1 Partridge's Nora, 200 yards ... 2 Wilson's Willie, 70 yards ... 0 Vulcan, with 100; Willie, 100; and Mag, 200 yards, also ran. Polly won this event with great case, trotting fairly and well throughout. The last race on the programme was the Consolation, the prize for which had been left blank. It was now fixed by the Stewards at 5l. Two entries were handed in, Fenian and Wild Manx Boy; and the handicapper (Mr. Wrightson) declared the weights as follows:—Fenian, 9st.; Wild Manx Boy, 8st 6lb. The owners, however, agreed to run it off with 10st up, and the result was— CONSOLATION HANDICAP of 5 sovs. Distance, one mile. Wild Manx Boy, aged ... (Laing) 1 Fenian, aged ... (Miller) 2 This proved to be the best contested race of the day, and created a great amount of excitement. Backers were found in galore xyxy=(944,40,1094,1848)
article-paragraph: A ball in honor to Her Majesty's Birthday was held in the Literary Hall, Alexandra, on Monday evening last, the 26th inst. About twenty couples were present. Dancing was kept up with spirit, and all were well pleased with their evening's entertainment. xyxy=(332,513,474,605)
race-results xyxy=(944,1781,1094,1802)
news-paragraph: The returns of the yield of gold during the last four months show a decrease of five thousand ounces on the amount of the returns of the previous four months. xyxy=(790,542,936,599)
result-row: Mr J. Smith's bg Faugh-a-ballagh, aged, 10st 1lb (Miller) 1 xyxy=(944,681,1094,703)
news-paragraph: The Postal question is now under the consideration of the Cabinet, and it is likely that a definite course of action will be resolved upon before the meeting of Parliament. xyxy=(790,287,936,344)
notice-paragraph: HEREBY Give Notice, that the Alexandra Steam Dredge Company, on the 17th day of March, 1873, made application for a SPECIAL CLAIM on the river Molyneux (as described in schedule below) under and in terms of the 12th Section of the Gold-fields Act, 1866 ; that said claim has been surveyed, and the plans may be seen at my office. Any person desiring to object to the above application must lodge their Objections at this office on or before Tuesday, the 10th day of June next; And I hereby appoint Wednesday, the 11th day of June next for the consideration of said application, and any objections that may be made thereto, at my office, Clyde. xyxy=(20,487,168,695)
column-rule xyxy=(328,38,329,1550)
article-paragraph: A party of fencers were working on Holy and M'Kellar's run, Cudgellico, Riverina. It appears that the contractor for the fencing had under him a son-in-law, whose wife was among the party. The father-in-law alleging that the son-in-law was useless at a fencer, discharged him, and so away went the man and his wife, and they wandered in a most destitute condition. Camped at a place called the Bald Hills, in Cudgellico, near a beautiful lake, about 14 miles by. four, the poor woman, bred on the Tumut gold-fields, picked up a piece of quartz in which gold was visible. They searched, and soon found the reef, in opening which they found plenty of quartz of most promising richness. We are told on good authority that these reefs crop out over a large extent of country hereabouts, and that there are likely to be alluvial diggings. The poor wanderer, who found the reef, immediately secured it by law, and was offered 1000l. for his share, which he declined, although a very short time previously he had not a blanket to put on his wife. A company was soon formed of men in the neighborhood, and operations were commenced on a small scale. The specimen from the claim brought to Hay was very rich, but it was there broken, and the richest part retained at Hay. The piece brought to Deniliquin had gold all through it, and was estimated by a good judge that it would yield an ounce to the ton. A rush has taken place, and it is expected that in a month there will be 3,000 persons on the ground.—Melbourne Argus. xyxy=(482,38,628,535)
crown-seal-icon xyxy=(39,141,149,177)
cable-heading: CABLE TELEGRAMS. xyxy=(808,1003,918,1014)
cable-dateline: May 10. xyxy=(904,1283,936,1294)
land-paragraph: Applications may be sent by post, addressed to "The District Land Officer," along with a draft in favour of the Receiver of Land Revenue, for the deposit of 2s. an acre of the land applied for. xyxy=(20,369,168,438)
alexandra-subheading: (FROM OUR CORRESPONDENT.) xyxy=(650,333,778,344)
news-source: (Daily Times.) xyxy=(843,78,893,89)
alexandra-date: May 29, 1873. xyxy=(727,345,782,356)
article-paragraph: The heavy rain which fell during Monday night last, has completely interrupted traffic, except for horsemen between this and the Lakes district. The greatest amount of damage is between the Roaring Meg and Edwards' Punt. At the Sand-hill at Gentle Annie, two immense gashes have been washed away in the roadway, and which will need considerable repairs, while there are a succession of ruts for three miles caused by the water running down the wheel tracks, that must be filled up before the road can be passable. The approach on the Wakatip side to Edwards' Punt is seriously damaged, two immense gaps have been washed out, while the roadway itself is bared to the solid rock. At the Nevis and Arrow Bluffs the damage has not been so great, still a considerable amount of earth and stones have slipped down. Near Owens' ferry, there is a very ominous looking crack in the roadway, and which is slowly settling towards the Kawarau. No time should be lost in effecting the most necessary repairs, or the consequence may be very serious. xyxy=(177,814,324,1150)
cable-dateline: May 8. xyxy=(909,1121,936,1132)
land-paragraph: TO prevent misapprehension, persons desirous of applying to purchase or occupy Crown Lands, are informed that every application must be made at the Land Office of the district in which the land applied for is situated. xyxy=(20,207,168,287)
news-paragraph: The two mile race between Bird and Saunson came off to-day, and was won by the former, who received a start of 300 yards. Bird pulled up lame, after the thirty-sixth round. xyxy=(790,194,936,252)
races-paragraph: The whole seven entries faced the starter. One or two false attempts occurred, and when the signal was given, Sly and Faugh-a-ballagh got away with a slight advantage. Flora was stiff, and seemed to have a little difficulty in getting into her stride; while Cid, who had been indulging in a little playful rearing in the background, went past the starting-post fully four lengths behind Flora. Faugh-a-ballagh very shortly showed with a lead of several lengths, which he managed to maintain till nearly home, when Flora, who had shot through the field at the turn into the straight with remarkable celerity, caused him some uneasiness. She could not succeed in overhauling him, however, and he passed the post two good lengths in advance. xyxy=(944,791,1094,1022)
article-paragraph: The current wheel and pumps lately placed in the Molyneux by Mr. Charnock, the proprietor of the Newcastle Coal Pit, Alexandra, and used as a motive power to work the pump in connection with the mine, we are sorry to say, was, on Monday night last during the flood, sunk, the pumps being stopped. The water has necessarily risen in the mine and consequently stopped all work for a time. Mr. Charnock has expended no inconsiderable amount of money in utilising the current of the Molyneux as a motive power, and we deeply sympathise with him in his loss. xyxy=(332,849,474,1034)
masthead xyxy=(18,4,1096,36)
church-schedule: Morning. Evening. June 1 Black's Matakanui 8 Clyde H C. Cromwell 15 Alexandra Clyde 22 Cromwell Clyde xyxy=(22,73,166,125)
news-paragraph: Sub-Inspector Johnson and the troopers by whom he was accompanied have returned to Cardwell after making an investigation into the murder of two fishermen at Green Island. No trace of their boat was found. At the Native camp at Point Cooper the party found the charred remains of two blacks, as well as of clothing and potatoes. It is supposed that while on their way home they were killed by some other tribe. xyxy=(790,843,936,994)
races-paragraph: Then next followed the "big event" xyxy=(954,1023,1086,1034)
